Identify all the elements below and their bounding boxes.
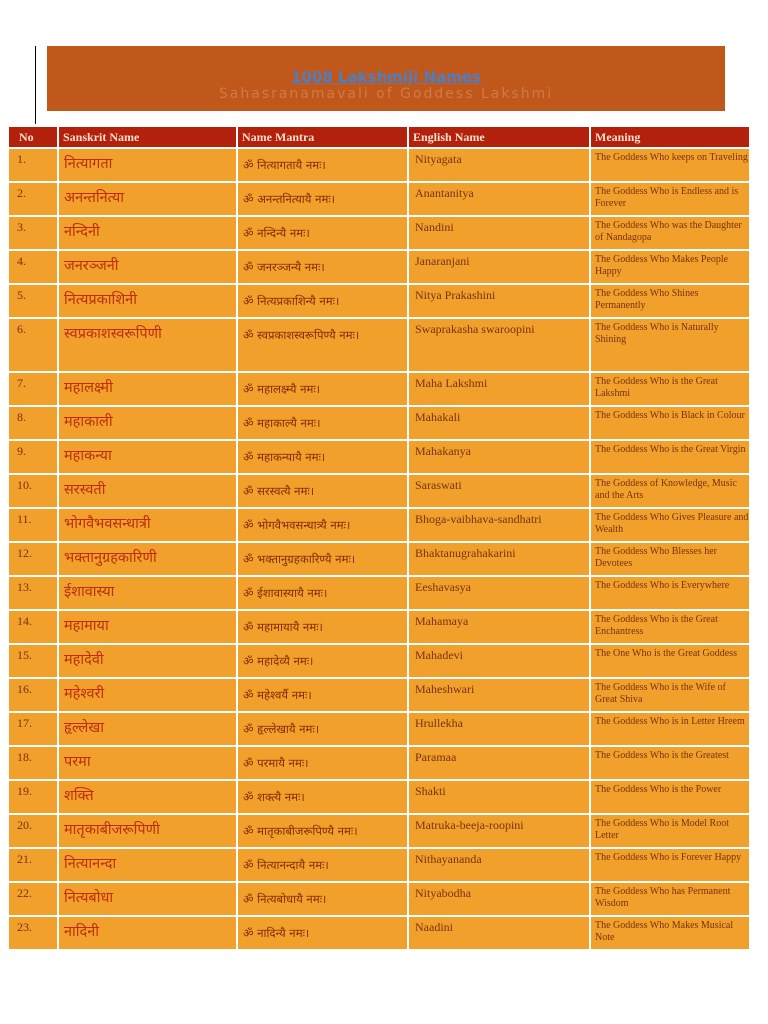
cell-sanskrit: नित्यागता (59, 149, 236, 181)
cell-english: Nandini (409, 217, 589, 249)
table-row (9, 747, 749, 779)
cell-no: 17. (9, 713, 57, 745)
table-row (9, 849, 749, 881)
cell-english: Nitya Prakashini (409, 285, 589, 317)
cell-english: Janaranjani (409, 251, 589, 283)
cell-no: 13. (9, 577, 57, 609)
table-row (9, 407, 749, 439)
col-header-english: English Name (409, 127, 589, 147)
cell-meaning: The Goddess Who is the Great Virgin (591, 441, 749, 473)
page-subtitle: Sahasranamavali of Goddess Lakshmi (218, 86, 554, 102)
cell-sanskrit: अनन्तनित्या (59, 183, 236, 215)
cell-meaning: The Goddess Who is Everywhere (591, 577, 749, 609)
cell-no: 8. (9, 407, 57, 439)
cell-english: Mahakanya (409, 441, 589, 473)
table-row (9, 441, 749, 473)
cell-no: 21. (9, 849, 57, 881)
names-table (7, 125, 751, 951)
cell-no: 12. (9, 543, 57, 575)
cell-english: Saraswati (409, 475, 589, 507)
cell-no: 15. (9, 645, 57, 677)
cell-sanskrit: शक्ति (59, 781, 236, 813)
cell-sanskrit: महाकाली (59, 407, 236, 439)
cell-sanskrit: हृल्लेखा (59, 713, 236, 745)
cell-meaning: The Goddess Who is the Power (591, 781, 749, 813)
cell-no: 23. (9, 917, 57, 949)
col-header-sanskrit: Sanskrit Name (59, 127, 236, 147)
cell-english: Swaprakasha swaroopini (409, 319, 589, 371)
cell-english: Nithayananda (409, 849, 589, 881)
title-banner (47, 46, 725, 111)
cell-no: 5. (9, 285, 57, 317)
cell-no: 2. (9, 183, 57, 215)
cell-sanskrit: महेश्वरी (59, 679, 236, 711)
cell-english: Bhoga-vaibhava-sandhatri (409, 509, 589, 541)
cell-no: 14. (9, 611, 57, 643)
cell-sanskrit: महालक्ष्मी (59, 373, 236, 405)
cell-meaning: The Goddess Who Makes People Happy (591, 251, 749, 283)
cell-meaning: The Goddess Who Blesses her Devotees (591, 543, 749, 575)
table-body (9, 149, 749, 949)
table-header-row (9, 127, 749, 147)
col-header-meaning: Meaning (591, 127, 749, 147)
cell-no: 19. (9, 781, 57, 813)
cell-sanskrit: स्वप्रकाशस्वरूपिणी (59, 319, 236, 371)
cell-sanskrit: भक्तानुग्रहकारिणी (59, 543, 236, 575)
table-row (9, 611, 749, 643)
cell-english: Nityagata (409, 149, 589, 181)
table-row (9, 217, 749, 249)
cell-mantra: ॐ नन्दिन्यै नमः। (238, 217, 407, 249)
cell-meaning: The Goddess Who has Permanent Wisdom (591, 883, 749, 915)
cell-sanskrit: नित्यानन्दा (59, 849, 236, 881)
cell-mantra: ॐ महालक्ष्म्यै नमः। (238, 373, 407, 405)
cell-meaning: The Goddess Who is the Great Lakshmi (591, 373, 749, 405)
cell-sanskrit: नित्यबोधा (59, 883, 236, 915)
cell-no: 9. (9, 441, 57, 473)
cell-mantra: ॐ नित्यबोधायै नमः। (238, 883, 407, 915)
col-header-no: No (9, 127, 57, 147)
cell-no: 7. (9, 373, 57, 405)
cell-mantra: ॐ महामायायै नमः। (238, 611, 407, 643)
cell-no: 4. (9, 251, 57, 283)
cell-english: Nityabodha (409, 883, 589, 915)
table-row (9, 543, 749, 575)
cell-no: 1. (9, 149, 57, 181)
cell-sanskrit: सरस्वती (59, 475, 236, 507)
cell-no: 20. (9, 815, 57, 847)
cell-mantra: ॐ नित्यप्रकाशिन्यै नमः। (238, 285, 407, 317)
table-row (9, 183, 749, 215)
cell-meaning: The Goddess Who keeps on Traveling (591, 149, 749, 181)
table-row (9, 373, 749, 405)
cell-english: Mahadevi (409, 645, 589, 677)
cell-sanskrit: नन्दिनी (59, 217, 236, 249)
table-row (9, 577, 749, 609)
table-row (9, 319, 749, 371)
cell-english: Anantanitya (409, 183, 589, 215)
cell-english: Mahamaya (409, 611, 589, 643)
col-header-mantra: Name Mantra (238, 127, 407, 147)
cell-no: 6. (9, 319, 57, 371)
cell-meaning: The Goddess Who is in Letter Hreem (591, 713, 749, 745)
cell-meaning: The Goddess Who is Model Root Letter (591, 815, 749, 847)
cell-meaning: The Goddess Who Gives Pleasure and Wealth (591, 509, 749, 541)
cell-no: 16. (9, 679, 57, 711)
table-row (9, 509, 749, 541)
cell-mantra: ॐ हृल्लेखायै नमः। (238, 713, 407, 745)
table-row (9, 475, 749, 507)
cell-mantra: ॐ नित्यागतायै नमः। (238, 149, 407, 181)
cell-mantra: ॐ शक्त्यै नमः। (238, 781, 407, 813)
table-row (9, 679, 749, 711)
cell-meaning: The Goddess Who Shines Permanently (591, 285, 749, 317)
cell-mantra: ॐ भक्तानुग्रहकारिण्यै नमः। (238, 543, 407, 575)
cell-english: Eeshavasya (409, 577, 589, 609)
cell-meaning: The Goddess Who was the Daughter of Nandagopa (591, 217, 749, 249)
cell-meaning: The Goddess Who is the Wife of Great Shiva (591, 679, 749, 711)
cell-mantra: ॐ ईशावास्यायै नमः। (238, 577, 407, 609)
table-row (9, 883, 749, 915)
cell-english: Naadini (409, 917, 589, 949)
cell-english: Matruka-beeja-roopini (409, 815, 589, 847)
cell-no: 22. (9, 883, 57, 915)
cell-meaning: The One Who is the Great Goddess (591, 645, 749, 677)
cell-english: Hrullekha (409, 713, 589, 745)
cell-english: Maheshwari (409, 679, 589, 711)
cell-meaning: The Goddess Who is the Greatest (591, 747, 749, 779)
cell-sanskrit: भोगवैभवसन्धात्री (59, 509, 236, 541)
table-row (9, 917, 749, 949)
cell-mantra: ॐ परमायै नमः। (238, 747, 407, 779)
cell-english: Mahakali (409, 407, 589, 439)
cell-no: 3. (9, 217, 57, 249)
cell-sanskrit: नादिनी (59, 917, 236, 949)
cell-mantra: ॐ महाकाल्यै नमः। (238, 407, 407, 439)
cell-english: Maha Lakshmi (409, 373, 589, 405)
cell-mantra: ॐ जनरञ्जन्यै नमः। (238, 251, 407, 283)
cell-mantra: ॐ नादिन्यै नमः। (238, 917, 407, 949)
cell-no: 10. (9, 475, 57, 507)
table-row (9, 815, 749, 847)
cell-sanskrit: नित्यप्रकाशिनी (59, 285, 236, 317)
table-row (9, 251, 749, 283)
cell-mantra: ॐ नित्यानन्दायै नमः। (238, 849, 407, 881)
cell-sanskrit: महामाया (59, 611, 236, 643)
cell-mantra: ॐ महाकन्यायै नमः। (238, 441, 407, 473)
cell-english: Bhaktanugrahakarini (409, 543, 589, 575)
cell-meaning: The Goddess Who is Black in Colour (591, 407, 749, 439)
cell-mantra: ॐ सरस्वत्यै नमः। (238, 475, 407, 507)
cell-sanskrit: महादेवी (59, 645, 236, 677)
margin-line (35, 46, 36, 124)
cell-sanskrit: महाकन्या (59, 441, 236, 473)
table-row (9, 645, 749, 677)
table-row (9, 149, 749, 181)
cell-meaning: The Goddess Who is Naturally Shining (591, 319, 749, 371)
cell-english: Shakti (409, 781, 589, 813)
cell-meaning: The Goddess Who is Endless and is Forever (591, 183, 749, 215)
page-title[interactable]: 1008 Lakshmiji Names (291, 68, 481, 86)
cell-mantra: ॐ अनन्तनित्यायै नमः। (238, 183, 407, 215)
cell-meaning: The Goddess Who is the Great Enchantress (591, 611, 749, 643)
cell-mantra: ॐ महेश्वर्यै नमः। (238, 679, 407, 711)
cell-sanskrit: जनरञ्जनी (59, 251, 236, 283)
cell-meaning: The Goddess Who Makes Musical Note (591, 917, 749, 949)
cell-sanskrit: ईशावास्या (59, 577, 236, 609)
cell-meaning: The Goddess Who is Forever Happy (591, 849, 749, 881)
cell-english: Paramaa (409, 747, 589, 779)
cell-mantra: ॐ भोगवैभवसन्धात्र्यै नमः। (238, 509, 407, 541)
table-row (9, 781, 749, 813)
cell-mantra: ॐ मातृकाबीजरूपिण्यै नमः। (238, 815, 407, 847)
cell-no: 11. (9, 509, 57, 541)
table-row (9, 285, 749, 317)
cell-sanskrit: परमा (59, 747, 236, 779)
table-row (9, 713, 749, 745)
cell-mantra: ॐ महादेव्यै नमः। (238, 645, 407, 677)
cell-mantra: ॐ स्वप्रकाशस्वरूपिण्यै नमः। (238, 319, 407, 371)
cell-meaning: The Goddess of Knowledge, Music and the Arts (591, 475, 749, 507)
cell-sanskrit: मातृकाबीजरूपिणी (59, 815, 236, 847)
cell-no: 18. (9, 747, 57, 779)
